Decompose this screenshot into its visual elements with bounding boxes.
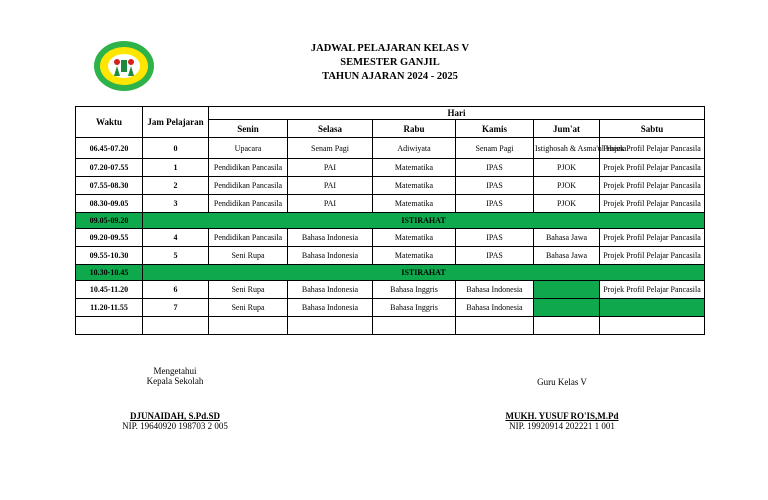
jp-cell: 1: [143, 159, 209, 177]
lesson-cell: Pendidikan Pancasila: [209, 159, 288, 177]
teacher-nip: NIP. 19920914 202221 1 001: [509, 421, 615, 431]
teacher-signature: [512, 377, 612, 387]
header-year: TAHUN AJARAN 2024 - 2025: [322, 71, 458, 82]
break-label: ISTIRAHAT: [143, 265, 705, 281]
table-row: [76, 247, 705, 265]
table-row: [76, 229, 705, 247]
day-header: Senin: [209, 120, 288, 138]
time-cell: 10.45-11.20: [76, 281, 143, 299]
table-row: [76, 281, 705, 299]
day-header: Sabtu: [600, 120, 705, 138]
header-semester: SEMESTER GANJIL: [340, 57, 440, 68]
time-cell: 06.45-07.20: [76, 138, 143, 159]
time-cell: 11.20-11.55: [76, 299, 143, 317]
lesson-cell: Projek Profil Pelajar Pancasila: [600, 195, 705, 213]
lesson-cell: Seni Rupa: [209, 299, 288, 317]
lesson-cell: Bahasa Indonesia: [288, 229, 373, 247]
lesson-cell: Projek Profil Pelajar Pancasila: [600, 177, 705, 195]
lesson-cell: Matematika: [373, 177, 456, 195]
break-label: ISTIRAHAT: [143, 213, 705, 229]
lesson-cell: IPAS: [456, 229, 534, 247]
sig-right-line1: Guru Kelas V: [537, 377, 587, 387]
lesson-cell: Pendidikan Pancasila: [209, 229, 288, 247]
col-hari-header: Hari: [209, 107, 705, 120]
lesson-cell: IPAS: [456, 177, 534, 195]
lesson-cell: Seni Rupa: [209, 281, 288, 299]
header-title: JADWAL PELAJARAN KELAS V: [310, 43, 470, 54]
time-cell: 07.55-08.30: [76, 177, 143, 195]
table-row: [76, 299, 705, 317]
empty-row: [76, 317, 705, 335]
jp-cell: 3: [143, 195, 209, 213]
lesson-cell: Senam Pagi: [288, 138, 373, 159]
lesson-cell: Istighosah & Asma'ul Husna: [534, 138, 600, 159]
lesson-cell: Upacara: [209, 138, 288, 159]
col-waktu-header: Waktu: [76, 107, 143, 138]
lesson-cell: Bahasa Indonesia: [288, 247, 373, 265]
lesson-cell: Bahasa Inggris: [373, 281, 456, 299]
time-cell: 07.20-07.55: [76, 159, 143, 177]
lesson-cell: Seni Rupa: [209, 247, 288, 265]
lesson-cell: Projek Profil Pelajar Pancasila: [600, 229, 705, 247]
lesson-cell: Projek Profil Pelajar Pancasila: [600, 281, 705, 299]
teacher-name: MUKH. YUSUF RO'IS,M.Pd: [505, 411, 619, 421]
sig-left-line2: Kepala Sekolah: [146, 376, 204, 386]
jp-cell: 4: [143, 229, 209, 247]
lesson-cell: IPAS: [456, 247, 534, 265]
lesson-cell: Senam Pagi: [456, 138, 534, 159]
lesson-cell: Bahasa Jawa: [534, 229, 600, 247]
lesson-cell: Bahasa Indonesia: [456, 281, 534, 299]
lesson-cell: Matematika: [373, 229, 456, 247]
day-header: Jum'at: [534, 120, 600, 138]
break-row: [76, 265, 705, 281]
table-row: [76, 138, 705, 159]
lesson-cell: Projek Profil Pelajar Pancasila: [600, 247, 705, 265]
time-cell: 09.55-10.30: [76, 247, 143, 265]
lesson-cell: Bahasa Indonesia: [288, 299, 373, 317]
lesson-cell: Matematika: [373, 195, 456, 213]
document-header: [250, 42, 530, 84]
jp-cell: 7: [143, 299, 209, 317]
lesson-cell: Bahasa Indonesia: [456, 299, 534, 317]
lesson-cell: PAI: [288, 177, 373, 195]
empty-green-cell: [534, 299, 600, 317]
table-row: [76, 195, 705, 213]
schedule-table: [75, 106, 705, 335]
lesson-cell: Projek Profil Pelajar Pancasila: [600, 138, 705, 159]
col-jam-header: Jam Pelajaran: [143, 107, 209, 138]
lesson-cell: PJOK: [534, 177, 600, 195]
school-logo-icon: [93, 40, 155, 92]
lesson-cell: PAI: [288, 195, 373, 213]
day-header: Selasa: [288, 120, 373, 138]
time-cell: 09.05-09.20: [76, 213, 143, 229]
empty-green-cell: [600, 299, 705, 317]
lesson-cell: Projek Profil Pelajar Pancasila: [600, 159, 705, 177]
jp-cell: 6: [143, 281, 209, 299]
day-header: Rabu: [373, 120, 456, 138]
principal-nip: NIP. 19640920 198703 2 005: [122, 421, 228, 431]
lesson-cell: IPAS: [456, 195, 534, 213]
header-row-1: [76, 107, 705, 120]
lesson-cell: Matematika: [373, 159, 456, 177]
sig-left-line1: Mengetahui: [153, 366, 197, 376]
lesson-cell: Adiwiyata: [373, 138, 456, 159]
lesson-cell: Pendidikan Pancasila: [209, 177, 288, 195]
lesson-cell: PAI: [288, 159, 373, 177]
principal-name: DJUNAIDAH, S.Pd.SD: [129, 411, 220, 421]
table-row: [76, 159, 705, 177]
teacher-name-block: [487, 411, 637, 431]
lesson-cell: PJOK: [534, 195, 600, 213]
lesson-cell: Bahasa Jawa: [534, 247, 600, 265]
jp-cell: 0: [143, 138, 209, 159]
lesson-cell: Pendidikan Pancasila: [209, 195, 288, 213]
jp-cell: 5: [143, 247, 209, 265]
lesson-cell: Bahasa Inggris: [373, 299, 456, 317]
lesson-cell: Matematika: [373, 247, 456, 265]
principal-name-block: [100, 411, 250, 431]
empty-green-cell: [534, 281, 600, 299]
time-cell: 08.30-09.05: [76, 195, 143, 213]
lesson-cell: Bahasa Indonesia: [288, 281, 373, 299]
day-header: Kamis: [456, 120, 534, 138]
jp-cell: 2: [143, 177, 209, 195]
lesson-cell: IPAS: [456, 159, 534, 177]
table-row: [76, 177, 705, 195]
lesson-cell: PJOK: [534, 159, 600, 177]
principal-signature: [120, 366, 230, 386]
break-row: [76, 213, 705, 229]
time-cell: 09.20-09.55: [76, 229, 143, 247]
time-cell: 10.30-10.45: [76, 265, 143, 281]
